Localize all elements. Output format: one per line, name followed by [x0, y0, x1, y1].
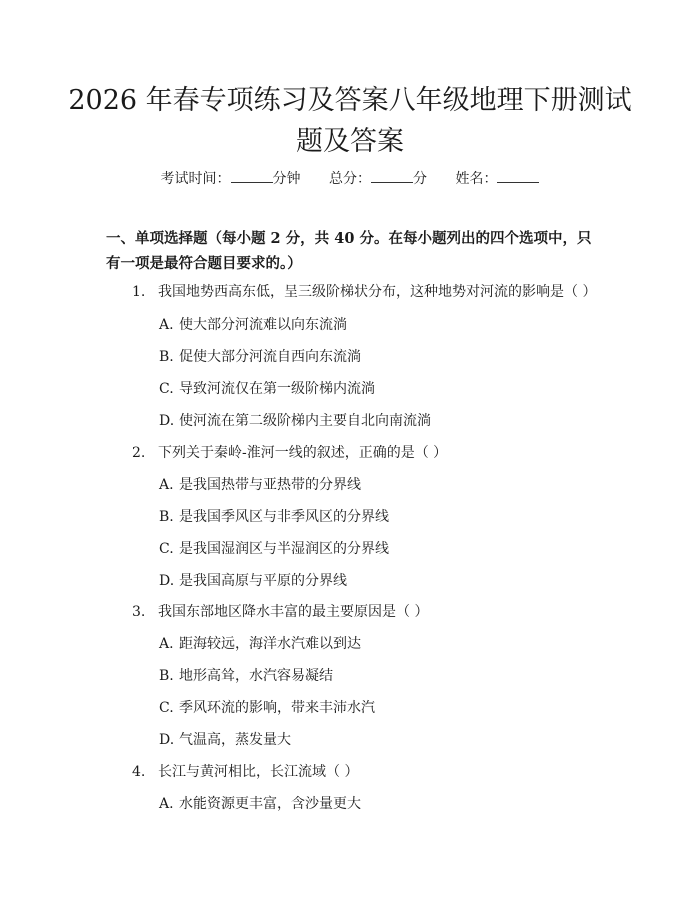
question-2: [132, 442, 447, 462]
option-label: A.: [159, 636, 174, 652]
exam-time: [161, 171, 305, 187]
option-text: 使河流在第二级阶梯内主要自北向南流淌: [179, 413, 431, 429]
exam-meta: [0, 168, 700, 188]
question-text: 长江与黄河相比，长江流域（ ）: [158, 764, 359, 780]
option-label: B.: [159, 349, 174, 365]
question-4: [132, 761, 358, 781]
option-label: A.: [159, 796, 174, 812]
student-name-blank: [497, 170, 539, 183]
option-label: D.: [159, 732, 175, 748]
option-text: 导致河流仅在第一级阶梯内流淌: [179, 381, 375, 397]
total-score-blank: [371, 170, 413, 183]
q2-option-b: [159, 506, 389, 526]
q1-option-d: [159, 410, 431, 430]
exam-time-blank: [231, 170, 273, 183]
q4-option-a: [159, 793, 361, 813]
q3-option-d: [159, 729, 291, 749]
question-3: [132, 601, 428, 621]
option-text: 地形高耸，水汽容易凝结: [179, 668, 333, 684]
q1-option-c: [159, 378, 375, 398]
question-number: 4.: [132, 764, 146, 780]
question-text: 我国地势西高东低，呈三级阶梯状分布，这种地势对河流的影响是（ ）: [158, 284, 597, 300]
q1-option-b: [159, 346, 361, 366]
q3-option-a: [159, 633, 361, 653]
option-label: D.: [159, 573, 175, 589]
option-label: A.: [159, 317, 174, 333]
option-text: 是我国湿润区与半湿润区的分界线: [179, 541, 389, 557]
option-label: B.: [159, 668, 174, 684]
question-number: 1.: [132, 284, 146, 300]
option-text: 季风环流的影响，带来丰沛水汽: [179, 700, 375, 716]
exam-time-unit: 分钟: [272, 171, 301, 187]
total-score-label: 总分：: [329, 171, 371, 187]
option-text: 水能资源更丰富，含沙量更大: [179, 796, 361, 812]
option-label: C.: [159, 700, 174, 716]
question-1: [132, 281, 596, 301]
document-title: 2026 年春专项练习及答案八年级地理下册测试题及答案: [68, 85, 632, 157]
student-name-label: 姓名：: [455, 171, 498, 187]
question-text: 我国东部地区降水丰富的最主要原因是（ ）: [158, 604, 429, 620]
q2-option-a: [159, 474, 361, 494]
option-text: 是我国热带与亚热带的分界线: [179, 477, 361, 493]
option-label: C.: [159, 541, 174, 557]
option-text: 是我国高原与平原的分界线: [179, 573, 347, 589]
option-text: 距海较远，海洋水汽难以到达: [179, 636, 361, 652]
question-number: 2.: [132, 445, 146, 461]
q2-option-d: [159, 570, 347, 590]
option-text: 促使大部分河流自西向东流淌: [179, 349, 361, 365]
q2-option-c: [159, 538, 389, 558]
total-score-unit: 分: [413, 171, 427, 187]
section-heading: 一、单项选择题（每小题 2 分，共 40 分。在每小题列出的四个选项中，只有一项是最符合题目要求的。）: [106, 230, 592, 272]
q1-option-a: [159, 314, 347, 334]
option-label: B.: [159, 509, 174, 525]
q3-option-b: [159, 665, 333, 685]
q3-option-c: [159, 697, 375, 717]
question-number: 3.: [132, 604, 146, 620]
option-label: C.: [159, 381, 174, 397]
option-text: 是我国季风区与非季风区的分界线: [179, 509, 389, 525]
exam-time-label: 考试时间：: [160, 171, 231, 187]
option-label: A.: [159, 477, 174, 493]
student-name: [455, 171, 539, 187]
option-label: D.: [159, 413, 175, 429]
option-text: 使大部分河流难以向东流淌: [179, 317, 347, 333]
total-score: [329, 171, 431, 187]
option-text: 气温高，蒸发量大: [179, 732, 291, 748]
question-text: 下列关于秦岭-淮河一线的叙述，正确的是（ ）: [158, 445, 448, 461]
